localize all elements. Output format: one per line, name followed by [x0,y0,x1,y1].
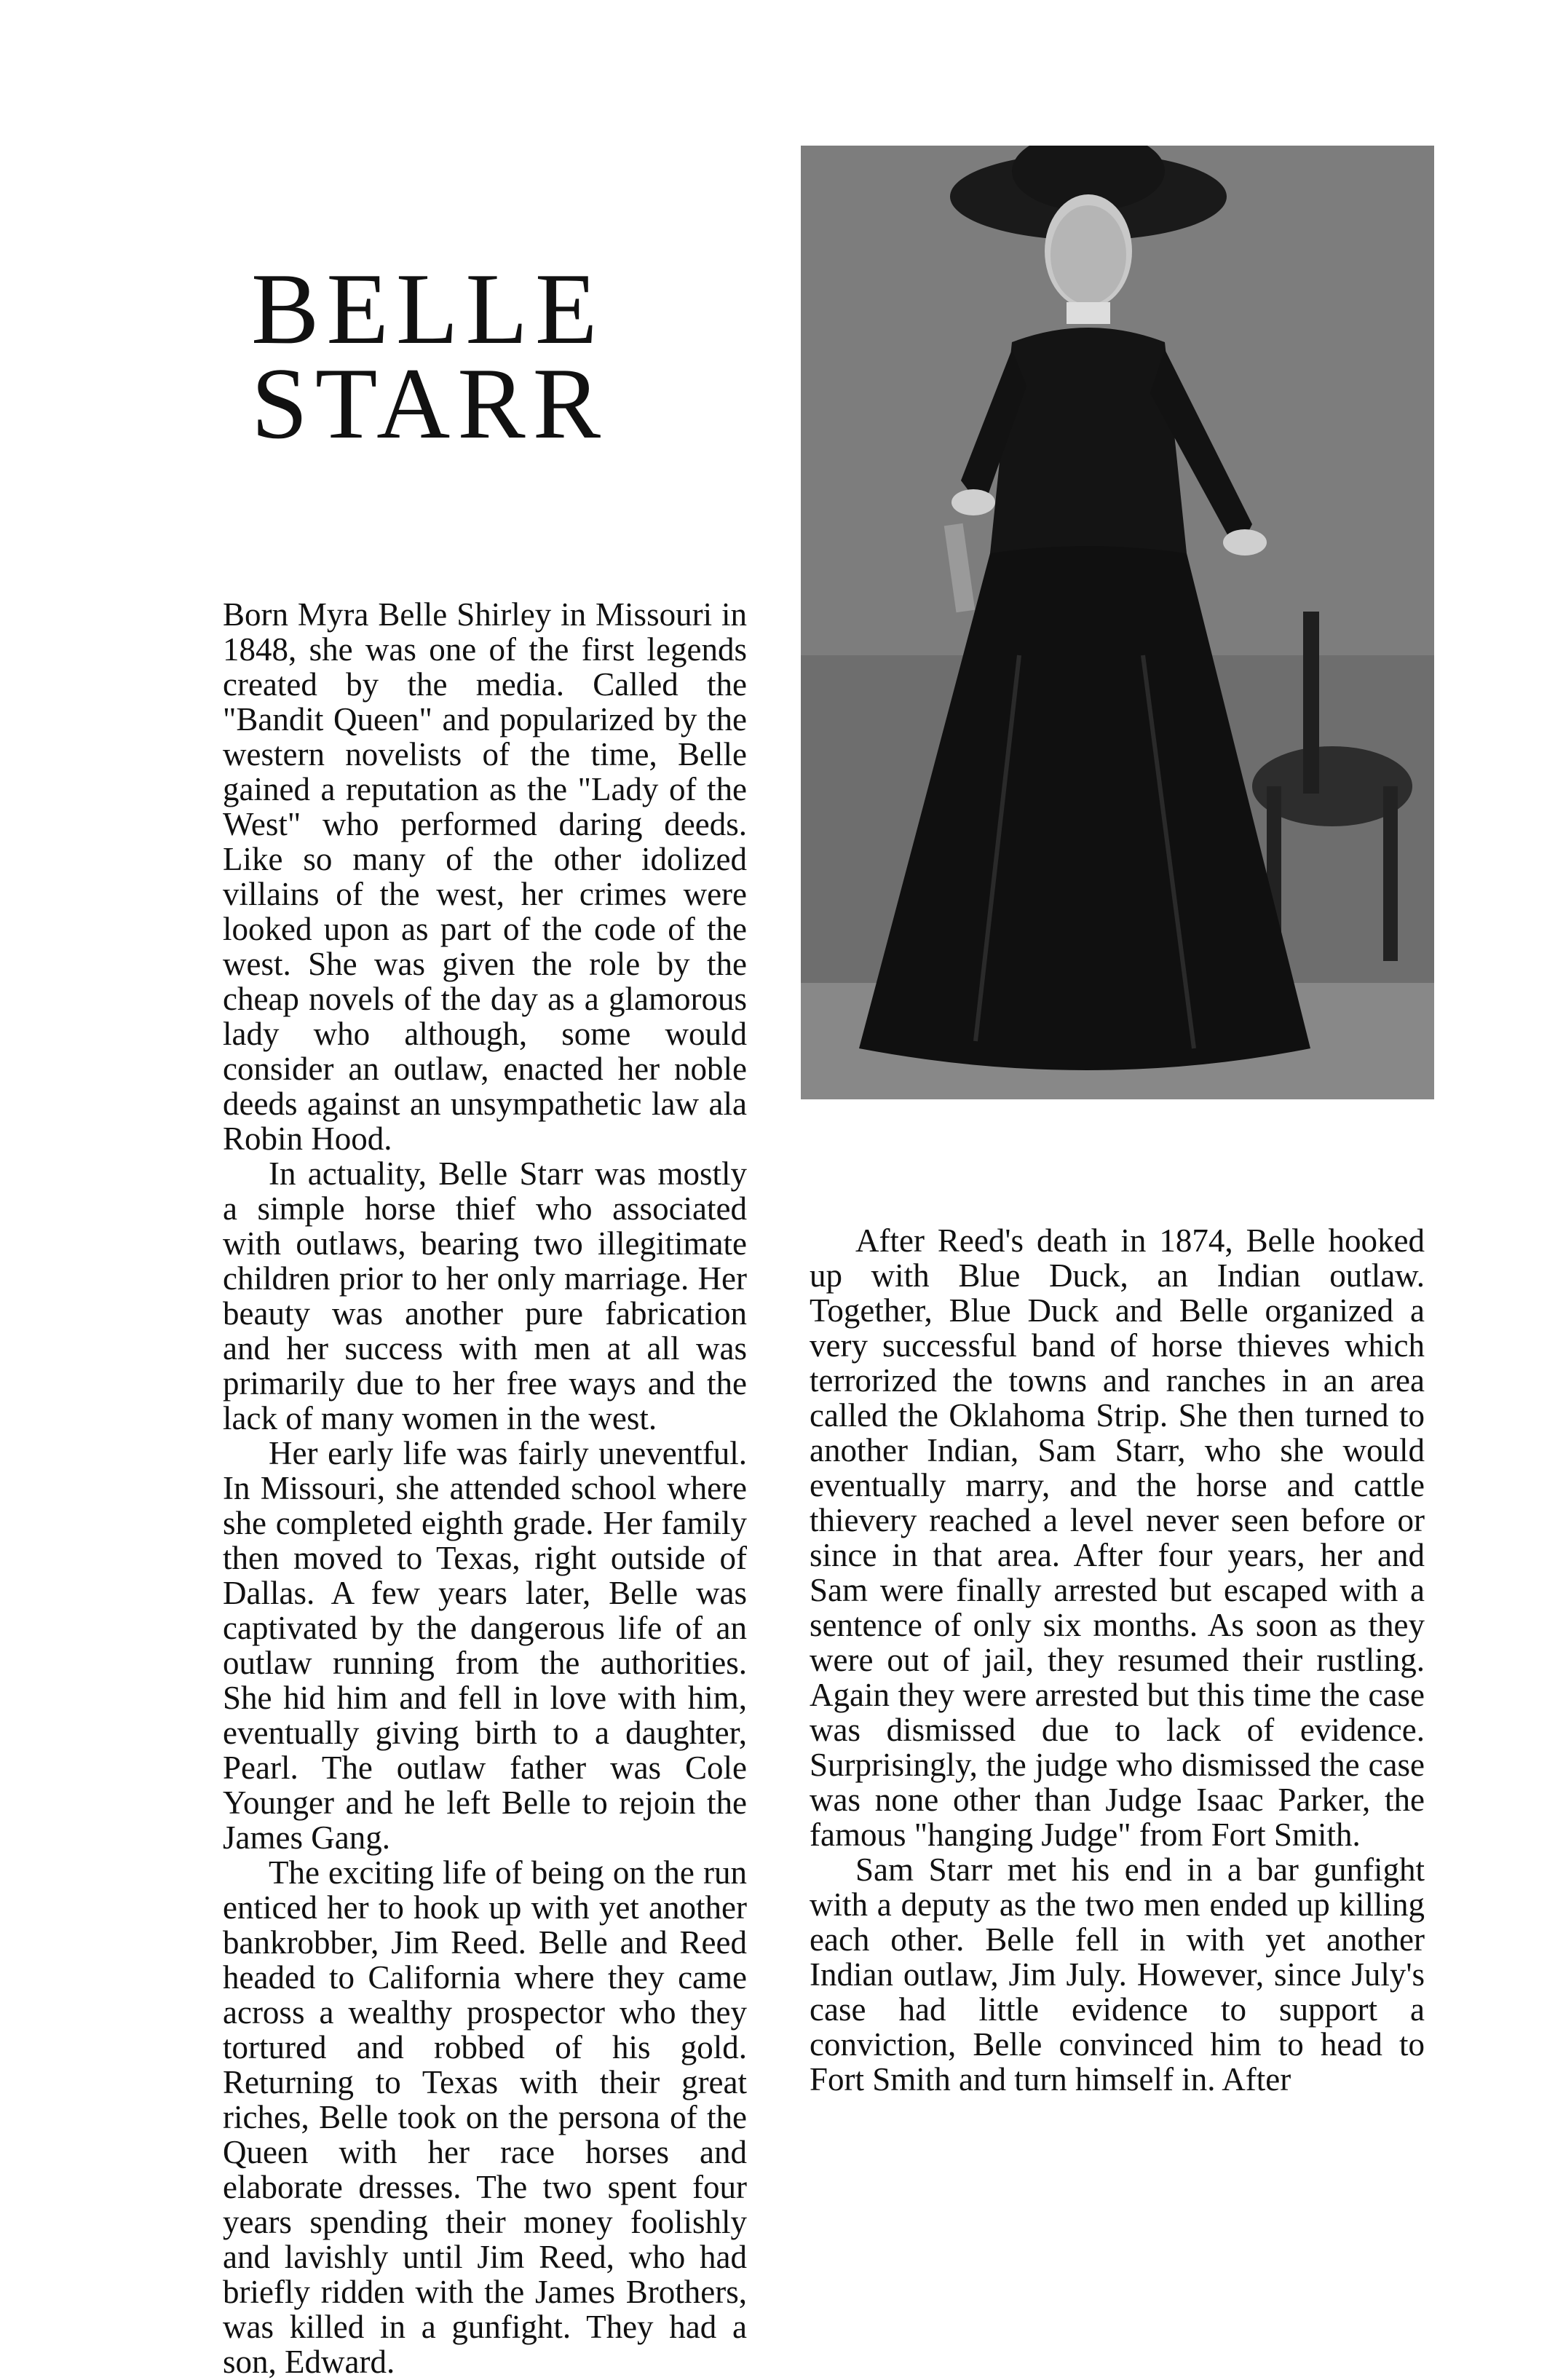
title-line-2: STARR [251,347,609,460]
left-text-column [223,597,747,2379]
portrait-figure [801,146,1434,1099]
paragraph-3: Her early life was fairly uneventful. In Missouri, she attended school where she completed eighth grade. Her family then moved to Texas, right outside of Dallas. A few years later, Belle was captivated by the dangerous life of an outlaw running from the authorities. She hid him and fell in love with him, eventually giving birth to a daughter, Pearl. The outlaw father was Cole Younger and he left Belle to rejoin the James Gang. [223,1435,747,1856]
right-text-column [810,1223,1425,2097]
paragraph-1: Born Myra Belle Shirley in Missouri in 1848, she was one of the first legends created by the media. Called the "Bandit Queen" and popularized by the western novelists of the time, Belle gained a reputation as the "Lady of the West" who performed daring deeds. Like so many of the other idolized villains of the west, her crimes were looked upon as part of the code of the west. She was given the role by the cheap novels of the day as a glamorous lady who although, some would consider an outlaw, enacted her noble deeds against an unsympathetic law ala Robin Hood. [223,596,747,1157]
title-line-1: BELLE [251,253,605,365]
paragraph-2: In actuality, Belle Starr was mostly a simple horse thief who associated with outlaws, bearing two illegitimate children prior to her only marriage. Her beauty was another pure fabrication and her success with men at all was primarily due to her free ways and the lack of many women in the west. [223,1155,747,1436]
page-title [251,253,609,460]
paragraph-4: The exciting life of being on the run enticed her to hook up with yet another bankrobber, Jim Reed. Belle and Reed headed to California where they came across a wealthy prospector who they tortured and robbed of his gold. Returning to Texas with their great riches, Belle took on the persona of the Queen with her race horses and elaborate dresses. The two spent four years spending their money foolishly and lavishly until Jim Reed, who had briefly ridden with the James Brothers, was killed in a gunfight. They had a son, Edward. [223,1854,747,2380]
paragraph-5: After Reed's death in 1874, Belle hooked up with Blue Duck, an Indian outlaw. Together, Blue Duck and Belle organized a very successful band of horse thieves which terrorized the towns and ranches in an area called the Oklahoma Strip. She then turned to another Indian, Sam Starr, who she would eventually marry, and the horse and cattle thievery reached a level never seen before or since in that area. After four years, her and Sam were finally arrested but escaped with a sentence of only six months. As soon as they were out of jail, they resumed their rustling. Again they were arrested but this time the case was dismissed due to lack of evidence. Surprisingly, the judge who dismissed the case was none other than Judge Isaac Parker, the famous "hanging Judge" from Fort Smith. [810,1222,1425,1853]
paragraph-6: Sam Starr met his end in a bar gunfight with a deputy as the two men ended up killing each other. Belle fell in with yet another Indian outlaw, Jim July. However, since July's case had little evidence to support a conviction, Belle convinced him to head to Fort Smith and turn himself in. After [810,1851,1425,2098]
portrait-photo [801,146,1434,1099]
